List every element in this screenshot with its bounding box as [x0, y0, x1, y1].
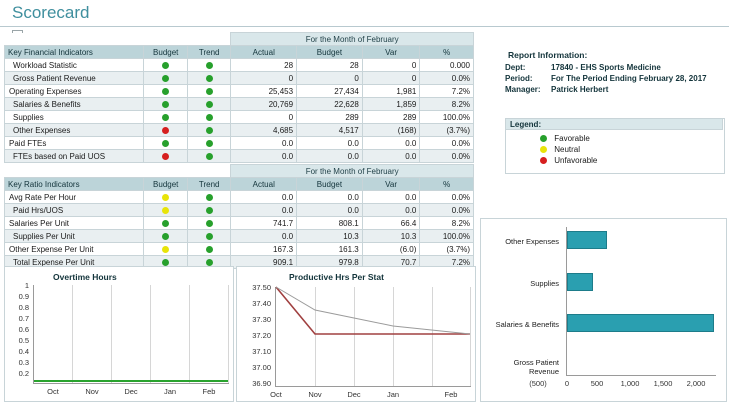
pct-value: 0.0%: [420, 72, 474, 85]
col-trend-flag: Trend: [187, 178, 230, 191]
ytick: 0.3: [18, 358, 29, 367]
xtick: Jan: [163, 387, 177, 396]
ytick: 0.8: [18, 303, 29, 312]
var-value: 0.0: [362, 137, 420, 150]
budget-value: 0: [297, 72, 363, 85]
var-value: 66.4: [362, 217, 420, 230]
month-end-variance-chart: [480, 218, 727, 402]
budget-value: 10.3: [297, 230, 363, 243]
xtick: 1,000: [620, 379, 640, 388]
row-label: Paid Hrs/UOS: [5, 204, 144, 217]
table-band-row: [5, 165, 474, 178]
legend-header: [505, 118, 723, 130]
pct-value: 0.0%: [420, 191, 474, 204]
manager-value: Patrick Herbert: [551, 85, 609, 94]
ytick: 37.50: [252, 283, 271, 292]
ytick: 37.10: [252, 347, 271, 356]
ytick: 0.4: [18, 347, 29, 356]
trend-flag: [187, 137, 230, 150]
xtick: Jan: [386, 390, 400, 399]
legend-title: Legend:: [510, 120, 542, 129]
row-label: Other Expense Per Unit: [5, 243, 144, 256]
trend-flag: [187, 111, 230, 124]
row-label: Supplies Per Unit: [5, 230, 144, 243]
actual-value: 0.0: [231, 150, 297, 163]
actual-value: 4,685: [231, 124, 297, 137]
trend-flag: [187, 85, 230, 98]
var-value: (6.0): [362, 243, 420, 256]
budget-value: 4,517: [297, 124, 363, 137]
xtick: Dec: [347, 390, 361, 399]
trend-flag: [187, 204, 230, 217]
table-row: [5, 124, 474, 137]
bar-other-expenses: [567, 231, 607, 249]
budget-value: 28: [297, 59, 363, 72]
var-value: 10.3: [362, 230, 420, 243]
ytick: 37.40: [252, 299, 271, 308]
actual-value: 0: [231, 72, 297, 85]
var-value: (168): [362, 124, 420, 137]
row-label: Gross Patient Revenue: [5, 72, 144, 85]
col-budget-flag: Budget: [144, 178, 187, 191]
table-row: [5, 217, 474, 230]
overtime-hours-chart: [4, 266, 234, 402]
legend-item-unfavorable: [540, 156, 597, 165]
row-label: Salaries Per Unit: [5, 217, 144, 230]
trend-flag: [187, 98, 230, 111]
actual-value: 0.0: [231, 230, 297, 243]
period-label: Period:: [505, 74, 533, 83]
budget-value: 979.8: [297, 256, 363, 269]
bar-category-label: Gross Patient Revenue: [513, 358, 559, 376]
col-key-financial-indicators: Key Financial Indicators: [5, 46, 144, 59]
budget-value: 0.0: [297, 137, 363, 150]
var-value: 289: [362, 111, 420, 124]
budget-value: 0.0: [297, 191, 363, 204]
bar-category-label: Salaries & Benefits: [495, 320, 559, 329]
row-label: Other Expenses: [5, 124, 144, 137]
var-value: 1,981: [362, 85, 420, 98]
budget-value: 808.1: [297, 217, 363, 230]
xtick: 0: [564, 379, 570, 388]
overtime-chart-title: Overtime Hours: [53, 272, 117, 282]
productive-chart-title: Productive Hrs Per Stat: [289, 272, 384, 282]
var-value: 0: [362, 59, 420, 72]
ytick: 37.20: [252, 331, 271, 340]
trend-flag: [187, 243, 230, 256]
actual-value: 0: [231, 111, 297, 124]
pct-value: 8.2%: [420, 98, 474, 111]
ytick: 37.00: [252, 363, 271, 372]
trend-flag: [187, 191, 230, 204]
ytick: 0.9: [18, 292, 29, 301]
bar-supplies: [567, 273, 593, 291]
xtick: 1,500: [653, 379, 673, 388]
var-value: 0: [362, 72, 420, 85]
xtick: Nov: [308, 390, 322, 399]
budget-value: 0.0: [297, 150, 363, 163]
budget-flag: [144, 150, 187, 163]
ytick: 0.5: [18, 336, 29, 345]
col-pct: %: [420, 46, 474, 59]
table-row: [5, 98, 474, 111]
report-info-title: Report Information:: [508, 50, 588, 60]
budget-flag: [144, 59, 187, 72]
ytick: 37.30: [252, 315, 271, 324]
budget-value: 0.0: [297, 204, 363, 217]
budget-flag: [144, 243, 187, 256]
overtime-series-line: [34, 380, 228, 382]
table-row: [5, 111, 474, 124]
trend-flag: [187, 124, 230, 137]
table-header-row: [5, 178, 474, 191]
report-info-row: [505, 73, 723, 84]
table-band-row: [5, 33, 474, 46]
actual-value: 167.3: [231, 243, 297, 256]
actual-value: 28: [231, 59, 297, 72]
xtick: 2,000: [686, 379, 706, 388]
row-label: FTEs based on Paid UOS: [5, 150, 144, 163]
table-row: [5, 191, 474, 204]
col-key-ratio-indicators: Key Ratio Indicators: [5, 178, 144, 191]
pct-value: (3.7%): [420, 124, 474, 137]
budget-flag: [144, 230, 187, 243]
row-label: Salaries & Benefits: [5, 98, 144, 111]
xtick: Nov: [85, 387, 99, 396]
actual-value: 25,453: [231, 85, 297, 98]
table-row: [5, 150, 474, 163]
table-row: [5, 243, 474, 256]
col-actual: Actual: [231, 178, 297, 191]
report-info-row: [505, 84, 723, 95]
trend-flag: [187, 217, 230, 230]
pct-value: 0.000: [420, 59, 474, 72]
pct-value: 0.0%: [420, 150, 474, 163]
ytick: 0.6: [18, 325, 29, 334]
pct-value: (3.7%): [420, 243, 474, 256]
budget-flag: [144, 204, 187, 217]
dept-label: Dept:: [505, 63, 526, 72]
col-budget: Budget: [297, 178, 363, 191]
xtick: Feb: [444, 390, 458, 399]
actual-value: 909.1: [231, 256, 297, 269]
xtick: Oct: [270, 390, 282, 399]
row-label: Paid FTEs: [5, 137, 144, 150]
legend-label: Unfavorable: [554, 156, 598, 165]
col-var: Var: [362, 46, 420, 59]
pct-value: 8.2%: [420, 217, 474, 230]
period-value: For The Period Ending February 28, 2017: [551, 74, 707, 83]
ytick: 1: [24, 281, 29, 290]
xtick: Dec: [124, 387, 138, 396]
page-title: Scorecard: [12, 3, 90, 22]
col-actual: Actual: [231, 46, 297, 59]
actual-value: 0.0: [231, 137, 297, 150]
budget-value: 27,434: [297, 85, 363, 98]
ytick: 36.90: [252, 379, 271, 388]
favorable-dot-icon: [540, 135, 547, 142]
table-row: [5, 72, 474, 85]
band-label: For the Month of February: [231, 33, 474, 46]
key-financial-indicators-table: [4, 32, 474, 163]
productive-hrs-per-stat-chart: [236, 266, 476, 402]
pct-value: 0.0%: [420, 137, 474, 150]
row-label: Workload Statistic: [5, 59, 144, 72]
var-value: 0.0: [362, 191, 420, 204]
legend-item-neutral: [540, 145, 580, 154]
xtick: 500: [590, 379, 604, 388]
pct-value: 0.0%: [420, 204, 474, 217]
trend-flag: [187, 230, 230, 243]
pct-value: 7.2%: [420, 256, 474, 269]
productive-series-lines: [237, 267, 475, 401]
band-label: For the Month of February: [231, 165, 474, 178]
ytick: 0.2: [18, 369, 29, 378]
manager-label: Manager:: [505, 85, 541, 94]
row-label: Total Expense Per Unit: [5, 256, 144, 269]
budget-flag: [144, 191, 187, 204]
var-value: 1,859: [362, 98, 420, 111]
legend-item-favorable: [540, 134, 590, 143]
row-label: Avg Rate Per Hour: [5, 191, 144, 204]
budget-flag: [144, 137, 187, 150]
xtick: Feb: [202, 387, 216, 396]
var-value: 0.0: [362, 204, 420, 217]
table-row: [5, 137, 474, 150]
actual-value: 0.0: [231, 204, 297, 217]
col-trend-flag: Trend: [187, 46, 230, 59]
table-row: [5, 85, 474, 98]
budget-flag: [144, 111, 187, 124]
actual-value: 20,769: [231, 98, 297, 111]
var-value: 0.0: [362, 150, 420, 163]
budget-flag: [144, 217, 187, 230]
table-row: [5, 59, 474, 72]
budget-flag: [144, 85, 187, 98]
pct-value: 100.0%: [420, 111, 474, 124]
table-header-row: [5, 46, 474, 59]
xtick: Oct: [47, 387, 59, 396]
budget-flag: [144, 72, 187, 85]
bar-category-label: Supplies: [530, 279, 559, 288]
pct-value: 100.0%: [420, 230, 474, 243]
legend-label: Neutral: [554, 145, 581, 154]
legend-label: Favorable: [554, 134, 590, 143]
budget-flag: [144, 98, 187, 111]
title-bar: [0, 0, 729, 27]
table-row: [5, 204, 474, 217]
budget-value: 22,628: [297, 98, 363, 111]
budget-flag: [144, 124, 187, 137]
bar-category-label: Other Expenses: [505, 237, 559, 246]
xtick: (500): [529, 379, 547, 388]
key-ratio-indicators-table: [4, 164, 474, 269]
col-pct: %: [420, 178, 474, 191]
col-budget-flag: Budget: [144, 46, 187, 59]
dept-value: 17840 - EHS Sports Medicine: [551, 63, 661, 72]
neutral-dot-icon: [540, 146, 547, 153]
report-info-table: [505, 62, 723, 95]
trend-flag: [187, 72, 230, 85]
col-var: Var: [362, 178, 420, 191]
var-value: 70.7: [362, 256, 420, 269]
bar-salaries-benefits: [567, 314, 714, 332]
unfavorable-dot-icon: [540, 157, 547, 164]
actual-value: 0.0: [231, 191, 297, 204]
actual-value: 741.7: [231, 217, 297, 230]
pct-value: 7.2%: [420, 85, 474, 98]
trend-flag: [187, 59, 230, 72]
table-row: [5, 230, 474, 243]
col-budget: Budget: [297, 46, 363, 59]
row-label: Supplies: [5, 111, 144, 124]
trend-flag: [187, 150, 230, 163]
budget-value: 161.3: [297, 243, 363, 256]
row-label: Operating Expenses: [5, 85, 144, 98]
budget-value: 289: [297, 111, 363, 124]
ytick: 0.7: [18, 314, 29, 323]
report-info-row: [505, 62, 723, 73]
